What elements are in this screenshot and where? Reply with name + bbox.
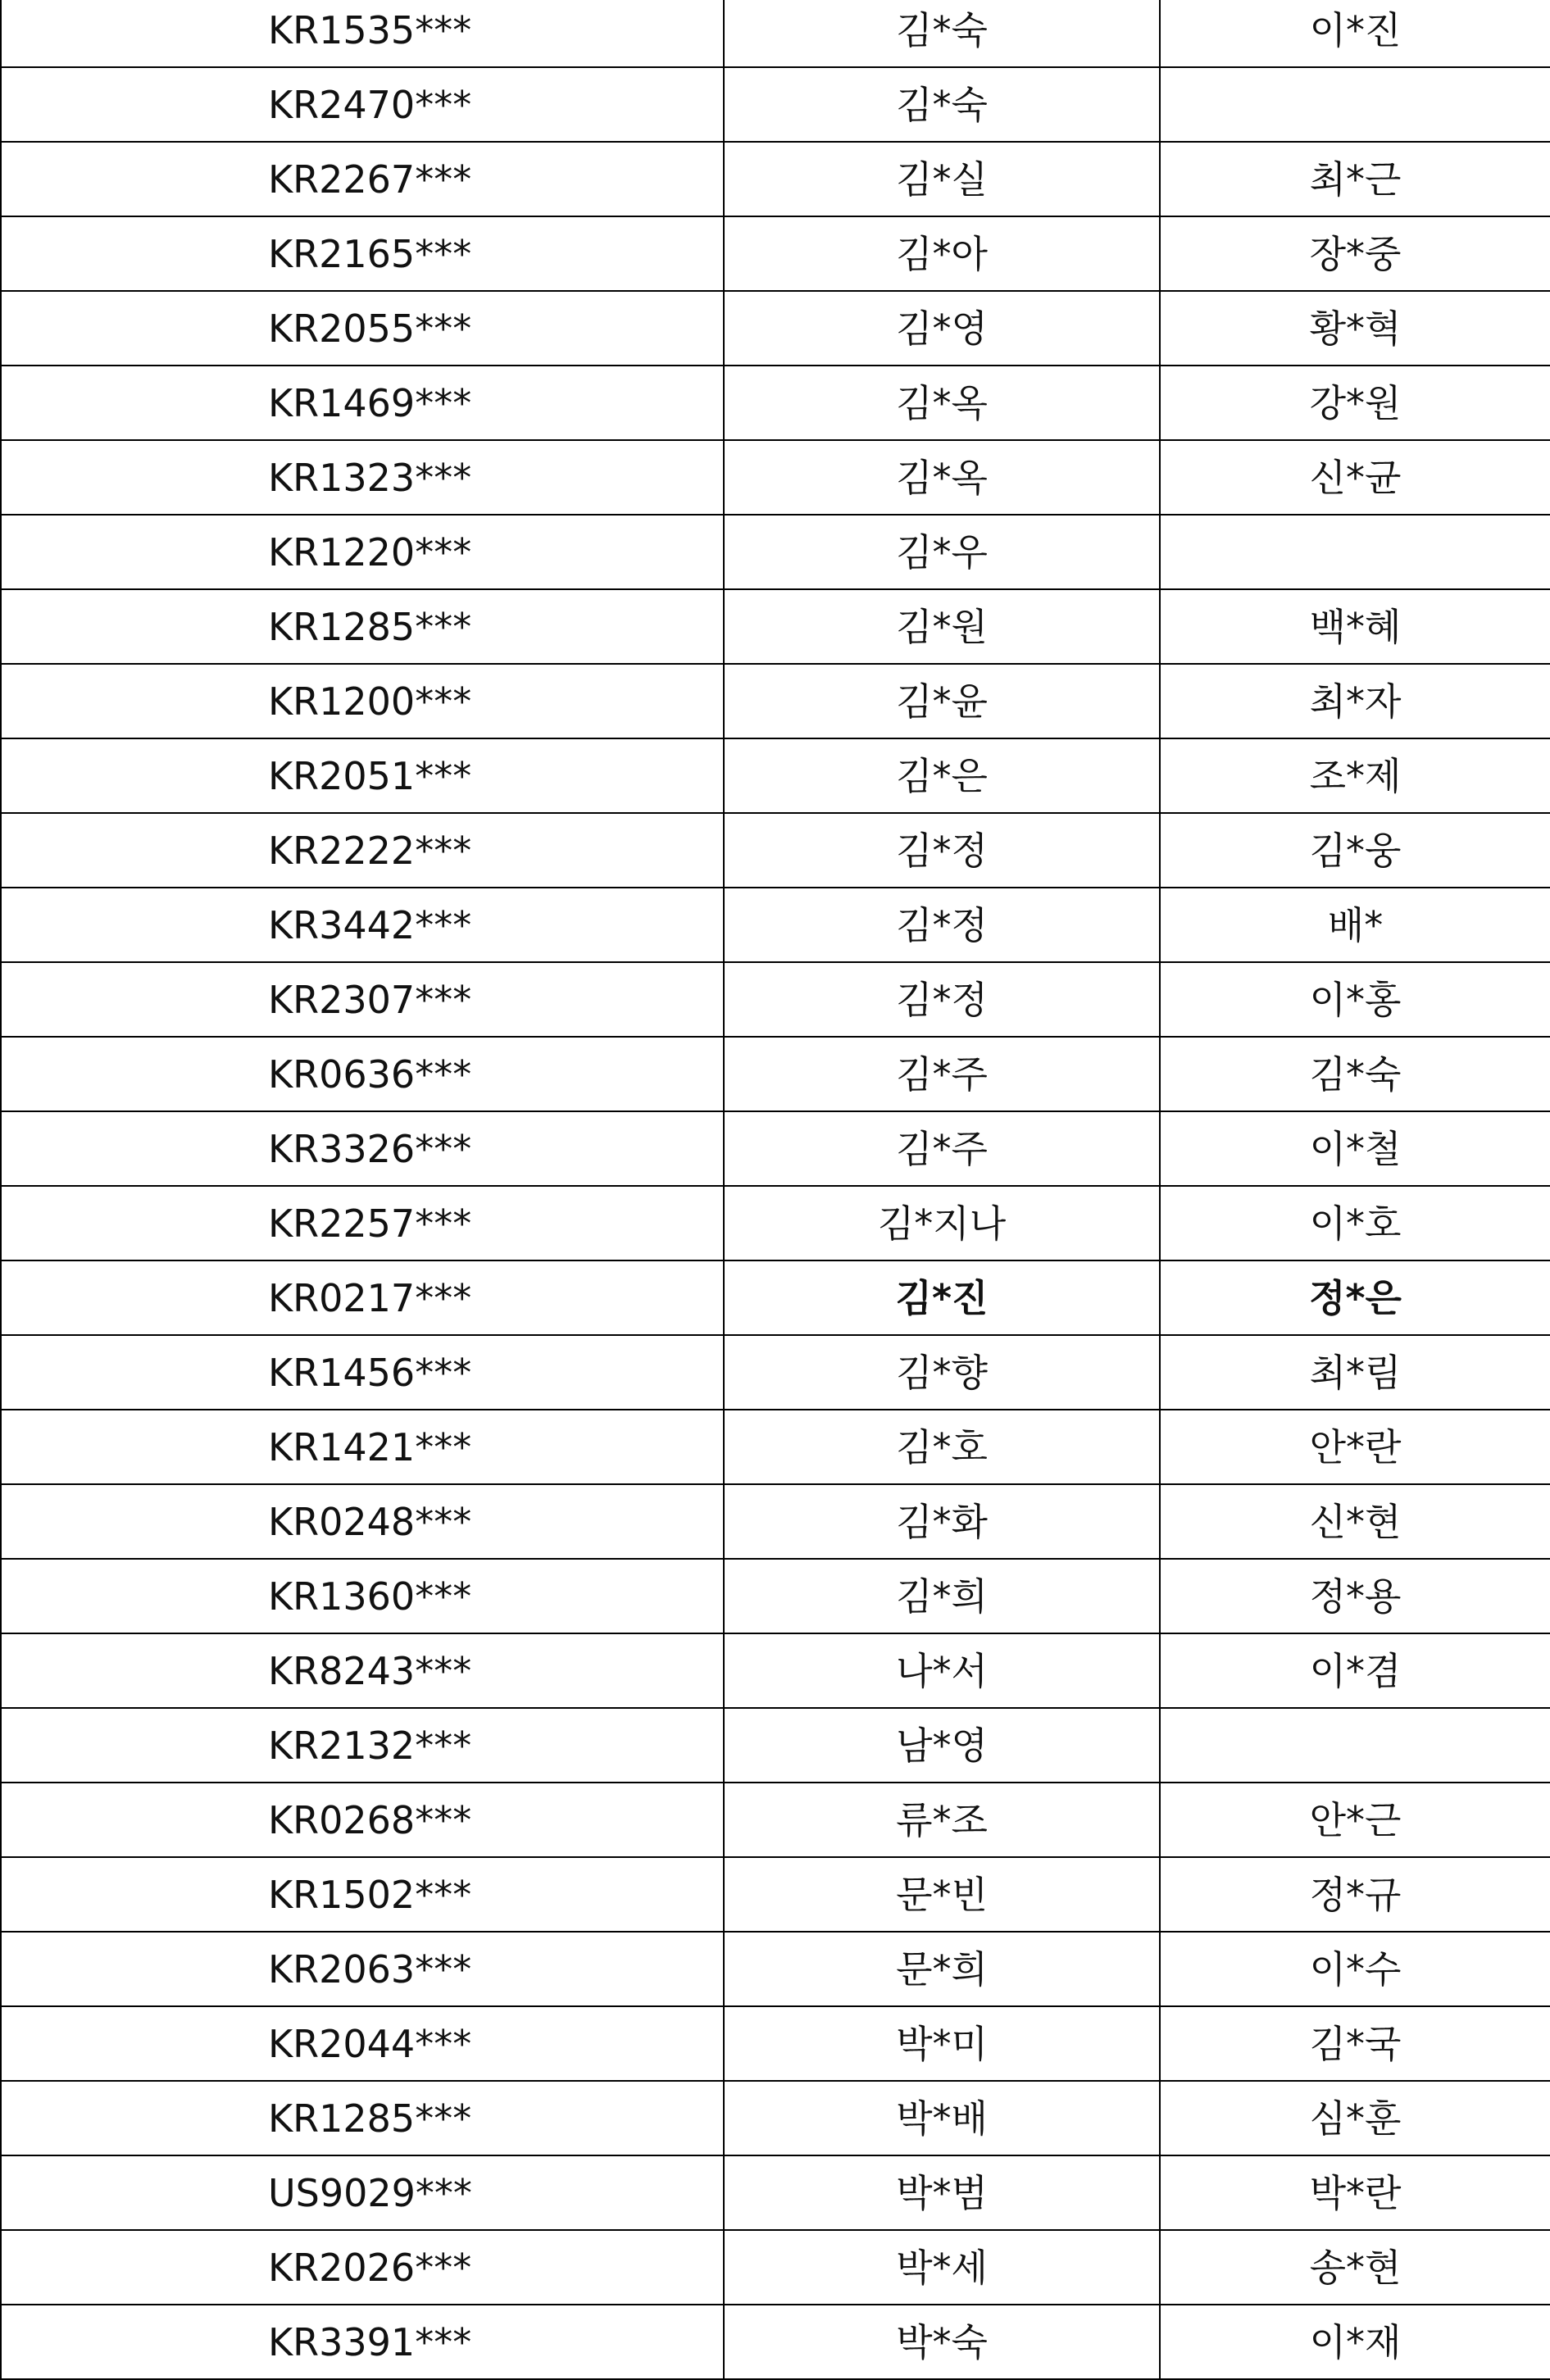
table-row <box>1 813 1550 888</box>
name-cell: 김*원 <box>724 589 1160 664</box>
registration-id-cell: KR2055*** <box>1 291 724 366</box>
partner-name-cell: 최*림 <box>1160 1335 1550 1410</box>
partner-name-cell: 이*수 <box>1160 1932 1550 2006</box>
name-cell: 김*영 <box>724 291 1160 366</box>
registration-id-cell: KR2165*** <box>1 216 724 291</box>
table-row <box>1 1484 1550 1559</box>
name-cell: 남*영 <box>724 1708 1160 1783</box>
registration-id-cell: KR1285*** <box>1 2081 724 2155</box>
table-row <box>1 1335 1550 1410</box>
name-cell: 박*배 <box>724 2081 1160 2155</box>
registration-id-cell: KR1502*** <box>1 1857 724 1932</box>
registration-id-cell: KR1323*** <box>1 440 724 515</box>
registration-id-cell: KR1456*** <box>1 1335 724 1410</box>
registration-id-cell: KR0636*** <box>1 1037 724 1111</box>
name-cell: 김*옥 <box>724 366 1160 440</box>
partner-name-cell: 장*중 <box>1160 216 1550 291</box>
table-row <box>1 366 1550 440</box>
partner-name-cell: 이*겸 <box>1160 1633 1550 1708</box>
name-cell: 김*정 <box>724 888 1160 962</box>
partner-name-cell: 정*규 <box>1160 1857 1550 1932</box>
name-cell: 김*숙 <box>724 67 1160 142</box>
table-row <box>1 0 1550 67</box>
name-cell: 박*미 <box>724 2006 1160 2081</box>
partner-name-cell: 최*자 <box>1160 664 1550 738</box>
partner-name-cell: 이*홍 <box>1160 962 1550 1037</box>
name-cell: 문*희 <box>724 1932 1160 2006</box>
registration-id-cell: KR2222*** <box>1 813 724 888</box>
table-row <box>1 1410 1550 1484</box>
partner-name-cell: 이*철 <box>1160 1111 1550 1186</box>
table-row <box>1 142 1550 216</box>
registration-id-cell: KR2257*** <box>1 1186 724 1260</box>
registration-id-cell: KR2051*** <box>1 738 724 813</box>
name-cell: 나*서 <box>724 1633 1160 1708</box>
name-cell: 김*정 <box>724 813 1160 888</box>
partner-name-cell: 배* <box>1160 888 1550 962</box>
partner-name-cell: 최*근 <box>1160 142 1550 216</box>
table-row <box>1 664 1550 738</box>
registration-id-cell: KR1360*** <box>1 1559 724 1633</box>
name-cell: 김*희 <box>724 1559 1160 1633</box>
table-row <box>1 515 1550 589</box>
name-cell: 김*진 <box>724 1260 1160 1335</box>
partner-name-cell: 신*균 <box>1160 440 1550 515</box>
table-row <box>1 1260 1550 1335</box>
registration-id-cell: KR1285*** <box>1 589 724 664</box>
table-row <box>1 2305 1550 2379</box>
partner-name-cell: 김*숙 <box>1160 1037 1550 1111</box>
registration-id-cell: KR0268*** <box>1 1783 724 1857</box>
registration-id-cell: KR2132*** <box>1 1708 724 1783</box>
table-row <box>1 1559 1550 1633</box>
name-cell: 박*범 <box>724 2155 1160 2230</box>
name-cell: 김*주 <box>724 1037 1160 1111</box>
table-row <box>1 67 1550 142</box>
name-cell: 류*조 <box>724 1783 1160 1857</box>
registration-id-cell: KR1220*** <box>1 515 724 589</box>
roster-table-body <box>1 0 1550 2379</box>
table-row <box>1 738 1550 813</box>
partner-name-cell: 이*진 <box>1160 0 1550 67</box>
name-cell: 김*윤 <box>724 664 1160 738</box>
name-cell: 김*실 <box>724 142 1160 216</box>
partner-name-cell: 박*란 <box>1160 2155 1550 2230</box>
name-cell: 김*향 <box>724 1335 1160 1410</box>
partner-name-cell <box>1160 67 1550 142</box>
table-row <box>1 589 1550 664</box>
table-row <box>1 2006 1550 2081</box>
registration-id-cell: KR0248*** <box>1 1484 724 1559</box>
name-cell: 김*은 <box>724 738 1160 813</box>
registration-id-cell: KR2063*** <box>1 1932 724 2006</box>
partner-name-cell: 정*용 <box>1160 1559 1550 1633</box>
name-cell: 김*숙 <box>724 0 1160 67</box>
name-cell: 박*숙 <box>724 2305 1160 2379</box>
table-row <box>1 888 1550 962</box>
partner-name-cell: 김*웅 <box>1160 813 1550 888</box>
partner-name-cell: 심*훈 <box>1160 2081 1550 2155</box>
table-row <box>1 1633 1550 1708</box>
registration-id-cell: KR3391*** <box>1 2305 724 2379</box>
name-cell: 문*빈 <box>724 1857 1160 1932</box>
partner-name-cell: 정*은 <box>1160 1260 1550 1335</box>
registration-id-cell: KR2026*** <box>1 2230 724 2305</box>
partner-name-cell: 이*재 <box>1160 2305 1550 2379</box>
registration-id-cell: KR0217*** <box>1 1260 724 1335</box>
table-row <box>1 1037 1550 1111</box>
name-cell: 김*아 <box>724 216 1160 291</box>
table-row <box>1 440 1550 515</box>
partner-name-cell: 백*혜 <box>1160 589 1550 664</box>
name-cell: 김*정 <box>724 962 1160 1037</box>
partner-name-cell: 송*현 <box>1160 2230 1550 2305</box>
table-row <box>1 962 1550 1037</box>
table-row <box>1 216 1550 291</box>
partner-name-cell <box>1160 515 1550 589</box>
table-row <box>1 291 1550 366</box>
table-row <box>1 1932 1550 2006</box>
table-row <box>1 2081 1550 2155</box>
partner-name-cell: 안*란 <box>1160 1410 1550 1484</box>
name-cell: 김*호 <box>724 1410 1160 1484</box>
registration-id-cell: KR1421*** <box>1 1410 724 1484</box>
partner-name-cell: 이*호 <box>1160 1186 1550 1260</box>
name-cell: 김*주 <box>724 1111 1160 1186</box>
name-cell: 김*화 <box>724 1484 1160 1559</box>
registration-id-cell: KR1469*** <box>1 366 724 440</box>
partner-name-cell: 안*근 <box>1160 1783 1550 1857</box>
partner-name-cell: 신*현 <box>1160 1484 1550 1559</box>
name-cell: 박*세 <box>724 2230 1160 2305</box>
partner-name-cell: 황*혁 <box>1160 291 1550 366</box>
registration-id-cell: KR8243*** <box>1 1633 724 1708</box>
registration-id-cell: KR2044*** <box>1 2006 724 2081</box>
table-row <box>1 2230 1550 2305</box>
table-row <box>1 1857 1550 1932</box>
registration-id-cell: KR1535*** <box>1 0 724 67</box>
registration-id-cell: KR2267*** <box>1 142 724 216</box>
table-row <box>1 1186 1550 1260</box>
registration-id-cell: KR2307*** <box>1 962 724 1037</box>
registration-id-cell: KR3326*** <box>1 1111 724 1186</box>
registration-id-cell: KR3442*** <box>1 888 724 962</box>
name-cell: 김*지나 <box>724 1186 1160 1260</box>
name-cell: 김*우 <box>724 515 1160 589</box>
partner-name-cell <box>1160 1708 1550 1783</box>
name-cell: 김*옥 <box>724 440 1160 515</box>
table-row <box>1 1783 1550 1857</box>
registration-id-cell: US9029*** <box>1 2155 724 2230</box>
table-row <box>1 1708 1550 1783</box>
partner-name-cell: 강*원 <box>1160 366 1550 440</box>
table-row <box>1 1111 1550 1186</box>
partner-name-cell: 조*제 <box>1160 738 1550 813</box>
registration-id-cell: KR2470*** <box>1 67 724 142</box>
registration-id-cell: KR1200*** <box>1 664 724 738</box>
partner-name-cell: 김*국 <box>1160 2006 1550 2081</box>
table-row <box>1 2155 1550 2230</box>
